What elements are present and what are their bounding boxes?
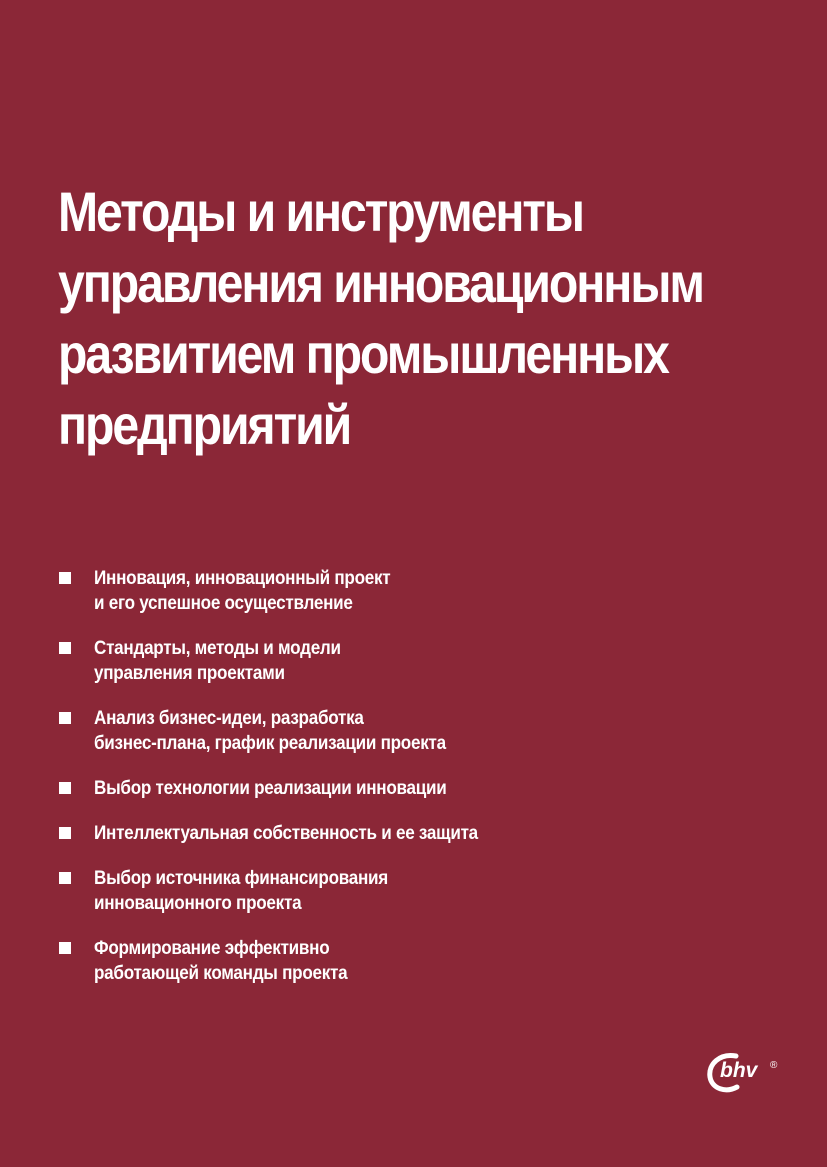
feature-text: [94, 821, 478, 846]
feature-list: [58, 566, 521, 1006]
feature-text: [94, 566, 390, 616]
title-line-3: развитием промышленных: [58, 322, 668, 385]
feature-line: бизнес-плана, график реализации проекта: [94, 733, 446, 754]
title-line-4: предприятий: [58, 393, 351, 456]
feature-line: Выбор источника финансирования: [94, 868, 389, 889]
feature-item: [58, 776, 521, 801]
feature-line: Формирование эффективно: [94, 938, 330, 959]
feature-line: работающей команды проекта: [94, 963, 348, 984]
bhv-publisher-logo-icon: [706, 1050, 786, 1094]
feature-text: [94, 936, 347, 986]
square-bullet-icon: [59, 827, 71, 839]
feature-line: Выбор технологии реализации инновации: [94, 778, 447, 799]
square-bullet-icon: [59, 712, 71, 724]
feature-line: инновационного проекта: [94, 893, 302, 914]
feature-item: [58, 706, 521, 756]
feature-line: управления проектами: [94, 663, 285, 684]
feature-line: Стандарты, методы и модели: [94, 638, 341, 659]
feature-line: Интеллектуальная собственность и ее защита: [94, 823, 478, 844]
feature-item: [58, 821, 521, 846]
feature-item: [58, 636, 521, 686]
square-bullet-icon: [59, 872, 71, 884]
book-title: [58, 176, 815, 460]
feature-item: [58, 866, 521, 916]
feature-line: и его успешное осуществление: [94, 593, 353, 614]
feature-text: [94, 866, 388, 916]
feature-item: [58, 936, 521, 986]
feature-text: [94, 776, 447, 801]
registered-mark: ®: [770, 1060, 778, 1071]
square-bullet-icon: [59, 572, 71, 584]
square-bullet-icon: [59, 942, 71, 954]
feature-item: [58, 566, 521, 616]
feature-line: Инновация, инновационный проект: [94, 568, 391, 589]
title-line-2: управления инновационным: [58, 251, 703, 314]
feature-text: [94, 706, 446, 756]
feature-line: Анализ бизнес-идеи, разработка: [94, 708, 364, 729]
square-bullet-icon: [59, 782, 71, 794]
logo-text: bhv: [720, 1059, 758, 1082]
title-line-1: Методы и инструменты: [58, 180, 584, 243]
feature-text: [94, 636, 341, 686]
square-bullet-icon: [59, 642, 71, 654]
